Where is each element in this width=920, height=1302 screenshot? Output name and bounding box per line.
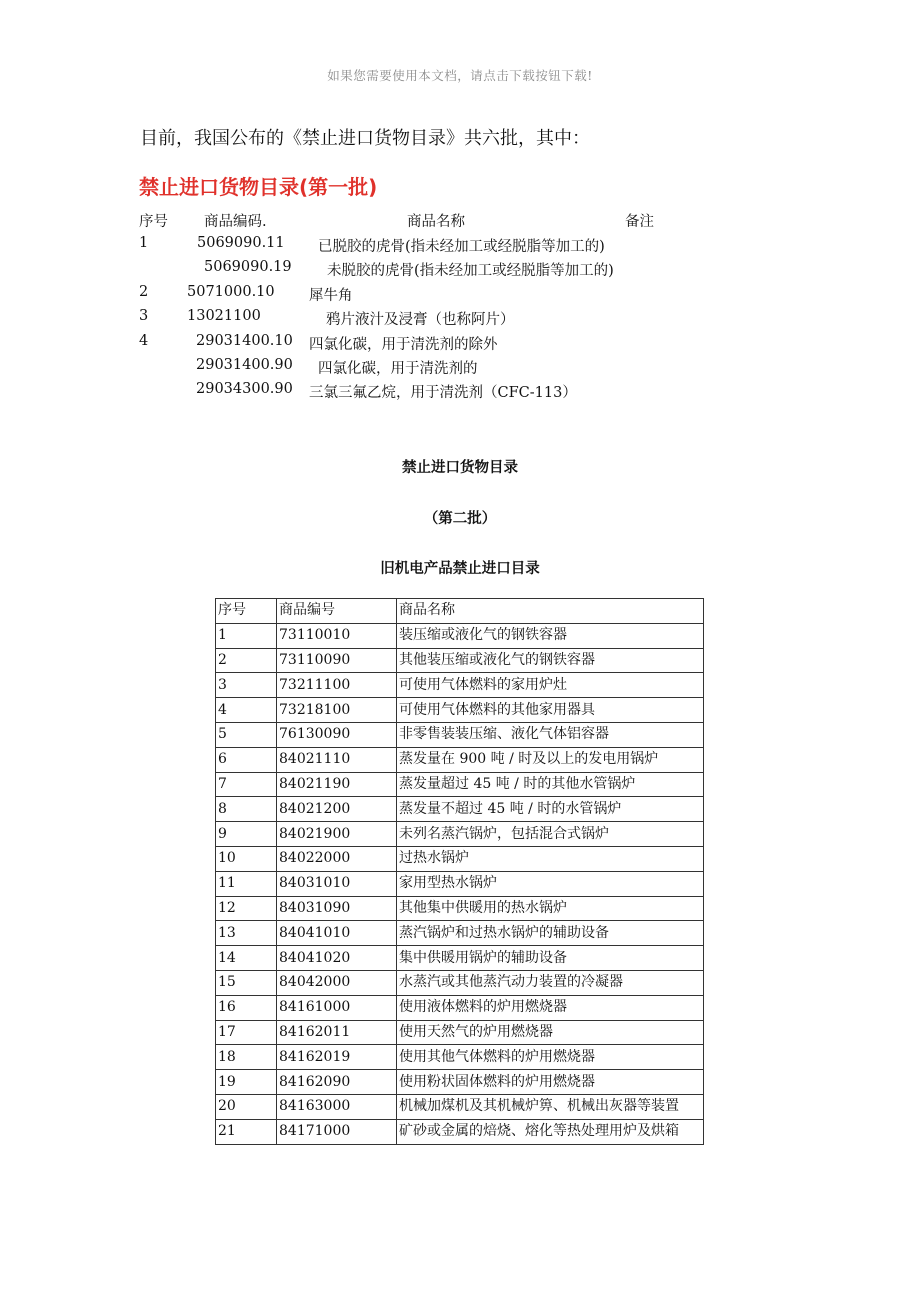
cell-seq: 13 xyxy=(216,921,277,946)
cell-name: 其他集中供暖用的热水锅炉 xyxy=(397,896,704,921)
intro-text: 目前，我国公布的《禁止进口货物目录》共六批，其中： xyxy=(140,128,590,149)
table-row xyxy=(216,1045,704,1070)
cell-name: 未列名蒸汽锅炉，包括混合式锅炉 xyxy=(397,822,704,847)
cell-seq: 18 xyxy=(216,1045,277,1070)
cell-code: 84021190 xyxy=(277,772,397,797)
batch1-row-name: 四氯化碳，用于清洗剂的除外 xyxy=(309,337,498,353)
cell-code: 73110090 xyxy=(277,648,397,673)
cell-code: 84041010 xyxy=(277,921,397,946)
batch1-header-note: 备注 xyxy=(625,214,654,230)
cell-code: 84162019 xyxy=(277,1045,397,1070)
cell-code: 84031090 xyxy=(277,896,397,921)
batch2-title: 禁止进口货物目录 xyxy=(402,460,518,476)
header-code: 商品编号 xyxy=(277,599,397,624)
batch2-table xyxy=(215,598,704,1145)
batch1-row-code: 5069090.19 xyxy=(204,259,292,275)
cell-seq: 20 xyxy=(216,1094,277,1119)
batch1-row-code: 29031400.90 xyxy=(196,357,293,373)
header-name: 商品名称 xyxy=(397,599,704,624)
cell-name: 过热水锅炉 xyxy=(397,846,704,871)
batch1-row-code: 29031400.10 xyxy=(196,333,293,349)
batch1-row-seq: 4 xyxy=(139,333,149,349)
batch2-subtitle: （第二批） xyxy=(423,511,497,527)
batch1-row-name: 犀牛角 xyxy=(309,288,353,304)
cell-seq: 9 xyxy=(216,822,277,847)
cell-code: 84042000 xyxy=(277,970,397,995)
cell-seq: 17 xyxy=(216,1020,277,1045)
cell-code: 84021200 xyxy=(277,797,397,822)
table-row xyxy=(216,1119,704,1144)
cell-code: 84162011 xyxy=(277,1020,397,1045)
table-row xyxy=(216,797,704,822)
batch1-row-code: 5069090.11 xyxy=(197,235,285,251)
cell-seq: 16 xyxy=(216,995,277,1020)
table-row xyxy=(216,1094,704,1119)
cell-name: 机械加煤机及其机械炉箅、机械出灰器等装置 xyxy=(397,1094,704,1119)
batch1-row-code: 29034300.90 xyxy=(196,381,293,397)
table-row xyxy=(216,1020,704,1045)
cell-code: 84031010 xyxy=(277,871,397,896)
batch1-header-code: 商品编码. xyxy=(204,214,267,230)
cell-seq: 7 xyxy=(216,772,277,797)
table-row xyxy=(216,846,704,871)
cell-name: 水蒸汽或其他蒸汽动力装置的冷凝器 xyxy=(397,970,704,995)
cell-code: 84041020 xyxy=(277,946,397,971)
cell-name: 非零售装装压缩、液化气体铝容器 xyxy=(397,722,704,747)
cell-name: 蒸发量不超过 45 吨 / 时的水管锅炉 xyxy=(397,797,704,822)
cell-name: 使用粉状固体燃料的炉用燃烧器 xyxy=(397,1070,704,1095)
cell-code: 84021900 xyxy=(277,822,397,847)
cell-name: 使用其他气体燃料的炉用燃烧器 xyxy=(397,1045,704,1070)
cell-name: 其他装压缩或液化气的钢铁容器 xyxy=(397,648,704,673)
cell-name: 蒸发量在 900 吨 / 时及以上的发电用锅炉 xyxy=(397,747,704,772)
batch2-table-title: 旧机电产品禁止进口目录 xyxy=(380,561,540,577)
cell-name: 使用天然气的炉用燃烧器 xyxy=(397,1020,704,1045)
batch2-table-body xyxy=(216,599,704,1145)
cell-seq: 4 xyxy=(216,698,277,723)
batch1-row-name: 四氯化碳，用于清洗剂的 xyxy=(318,361,478,377)
table-row xyxy=(216,1070,704,1095)
batch1-header-seq: 序号 xyxy=(139,214,168,230)
batch1-row-code: 13021100 xyxy=(187,308,261,324)
cell-seq: 5 xyxy=(216,722,277,747)
header-seq: 序号 xyxy=(216,599,277,624)
batch1-title: 禁止进口货物目录(第一批) xyxy=(139,175,378,199)
batch1-row-name: 已脱胶的虎骨(指未经加工或经脱脂等加工的) xyxy=(318,239,605,255)
cell-code: 73110010 xyxy=(277,623,397,648)
table-row xyxy=(216,946,704,971)
table-row xyxy=(216,673,704,698)
batch1-row-name: 鸦片液汁及浸膏（也称阿片） xyxy=(326,312,515,328)
cell-seq: 10 xyxy=(216,846,277,871)
cell-seq: 6 xyxy=(216,747,277,772)
cell-seq: 3 xyxy=(216,673,277,698)
cell-seq: 2 xyxy=(216,648,277,673)
table-row xyxy=(216,896,704,921)
cell-code: 84022000 xyxy=(277,846,397,871)
cell-name: 蒸发量超过 45 吨 / 时的其他水管锅炉 xyxy=(397,772,704,797)
cell-code: 76130090 xyxy=(277,722,397,747)
cell-seq: 11 xyxy=(216,871,277,896)
cell-code: 73211100 xyxy=(277,673,397,698)
cell-name: 可使用气体燃料的其他家用器具 xyxy=(397,698,704,723)
cell-code: 84021110 xyxy=(277,747,397,772)
cell-seq: 19 xyxy=(216,1070,277,1095)
cell-seq: 1 xyxy=(216,623,277,648)
batch1-row-name: 未脱胶的虎骨(指未经加工或经脱脂等加工的) xyxy=(327,263,614,279)
table-row xyxy=(216,995,704,1020)
batch1-row-seq: 2 xyxy=(139,284,149,300)
cell-seq: 21 xyxy=(216,1119,277,1144)
table-row xyxy=(216,722,704,747)
batch1-header-name: 商品名称 xyxy=(407,214,465,230)
table-row xyxy=(216,970,704,995)
table-row xyxy=(216,747,704,772)
table-header-row xyxy=(216,599,704,624)
cell-name: 集中供暖用锅炉的辅助设备 xyxy=(397,946,704,971)
batch1-row-seq: 3 xyxy=(139,308,149,324)
table-row xyxy=(216,921,704,946)
cell-name: 矿砂或金属的焙烧、熔化等热处理用炉及烘箱 xyxy=(397,1119,704,1144)
batch1-row-name: 三氯三氟乙烷，用于清洗剂（CFC-113） xyxy=(309,385,577,401)
cell-seq: 15 xyxy=(216,970,277,995)
cell-name: 装压缩或液化气的钢铁容器 xyxy=(397,623,704,648)
cell-code: 84171000 xyxy=(277,1119,397,1144)
table-row xyxy=(216,623,704,648)
table-row xyxy=(216,822,704,847)
cell-code: 84163000 xyxy=(277,1094,397,1119)
cell-seq: 14 xyxy=(216,946,277,971)
table-row xyxy=(216,648,704,673)
cell-name: 可使用气体燃料的家用炉灶 xyxy=(397,673,704,698)
cell-code: 84162090 xyxy=(277,1070,397,1095)
table-row xyxy=(216,871,704,896)
cell-seq: 8 xyxy=(216,797,277,822)
cell-name: 家用型热水锅炉 xyxy=(397,871,704,896)
download-notice: 如果您需要使用本文档，请点击下载按钮下载! xyxy=(327,68,593,83)
batch1-row-seq: 1 xyxy=(139,235,149,251)
table-row xyxy=(216,698,704,723)
cell-name: 使用液体燃料的炉用燃烧器 xyxy=(397,995,704,1020)
cell-seq: 12 xyxy=(216,896,277,921)
batch1-row-code: 5071000.10 xyxy=(187,284,275,300)
cell-code: 73218100 xyxy=(277,698,397,723)
table-row xyxy=(216,772,704,797)
cell-code: 84161000 xyxy=(277,995,397,1020)
cell-name: 蒸汽锅炉和过热水锅炉的辅助设备 xyxy=(397,921,704,946)
